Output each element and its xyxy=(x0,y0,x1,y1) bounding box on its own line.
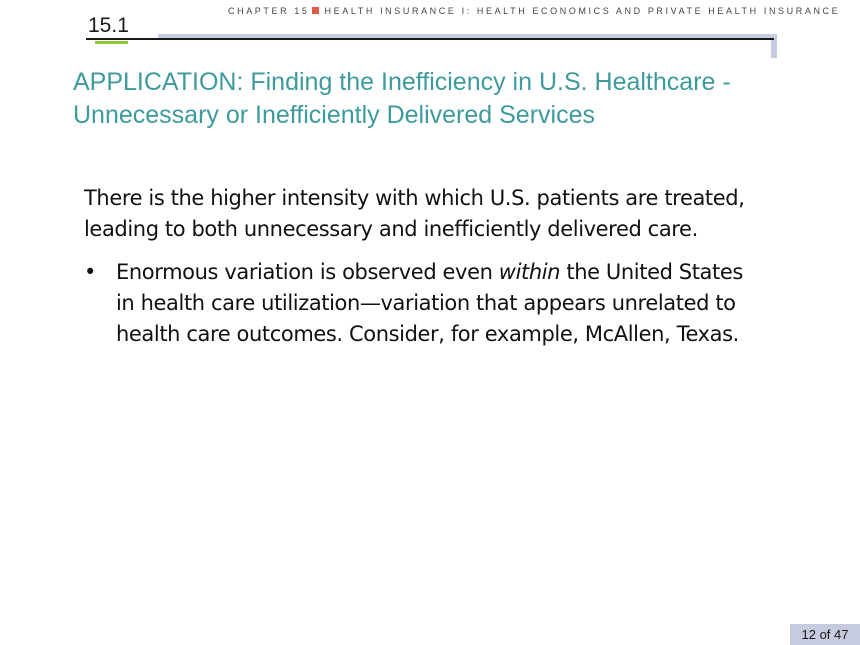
bullet-icon: • xyxy=(84,260,96,284)
chapter-header xyxy=(228,6,840,16)
bullet-text-emphasis: within xyxy=(498,260,561,284)
chapter-label: CHAPTER 15 xyxy=(228,6,310,16)
bullet-text-after: the United States in health care utilization—variation that appears unrelated to health care outcomes. Consider, for example, McAllen, Texas. xyxy=(116,260,743,346)
top-rule-divider xyxy=(86,38,774,40)
chapter-title: HEALTH INSURANCE I: HEALTH ECONOMICS AND PRIVATE HEALTH INSURANCE xyxy=(324,6,841,16)
bullet-item xyxy=(84,257,764,350)
chapter-separator-square-icon xyxy=(312,7,319,14)
intro-paragraph: There is the higher intensity with which U.S. patients are treated, leading to both unnecessary and inefficiently delivered care. xyxy=(84,186,745,241)
bullet-text-before: Enormous variation is observed even xyxy=(116,260,499,284)
slide-title: APPLICATION: Finding the Inefficiency in U.S. Healthcare - Unnecessary or Inefficiently Delivered Services xyxy=(73,68,731,129)
page-counter: 12 of 47 xyxy=(790,624,860,645)
section-number-underline xyxy=(95,41,128,44)
section-number: 15.1 xyxy=(88,14,129,37)
slide-body xyxy=(84,183,764,350)
